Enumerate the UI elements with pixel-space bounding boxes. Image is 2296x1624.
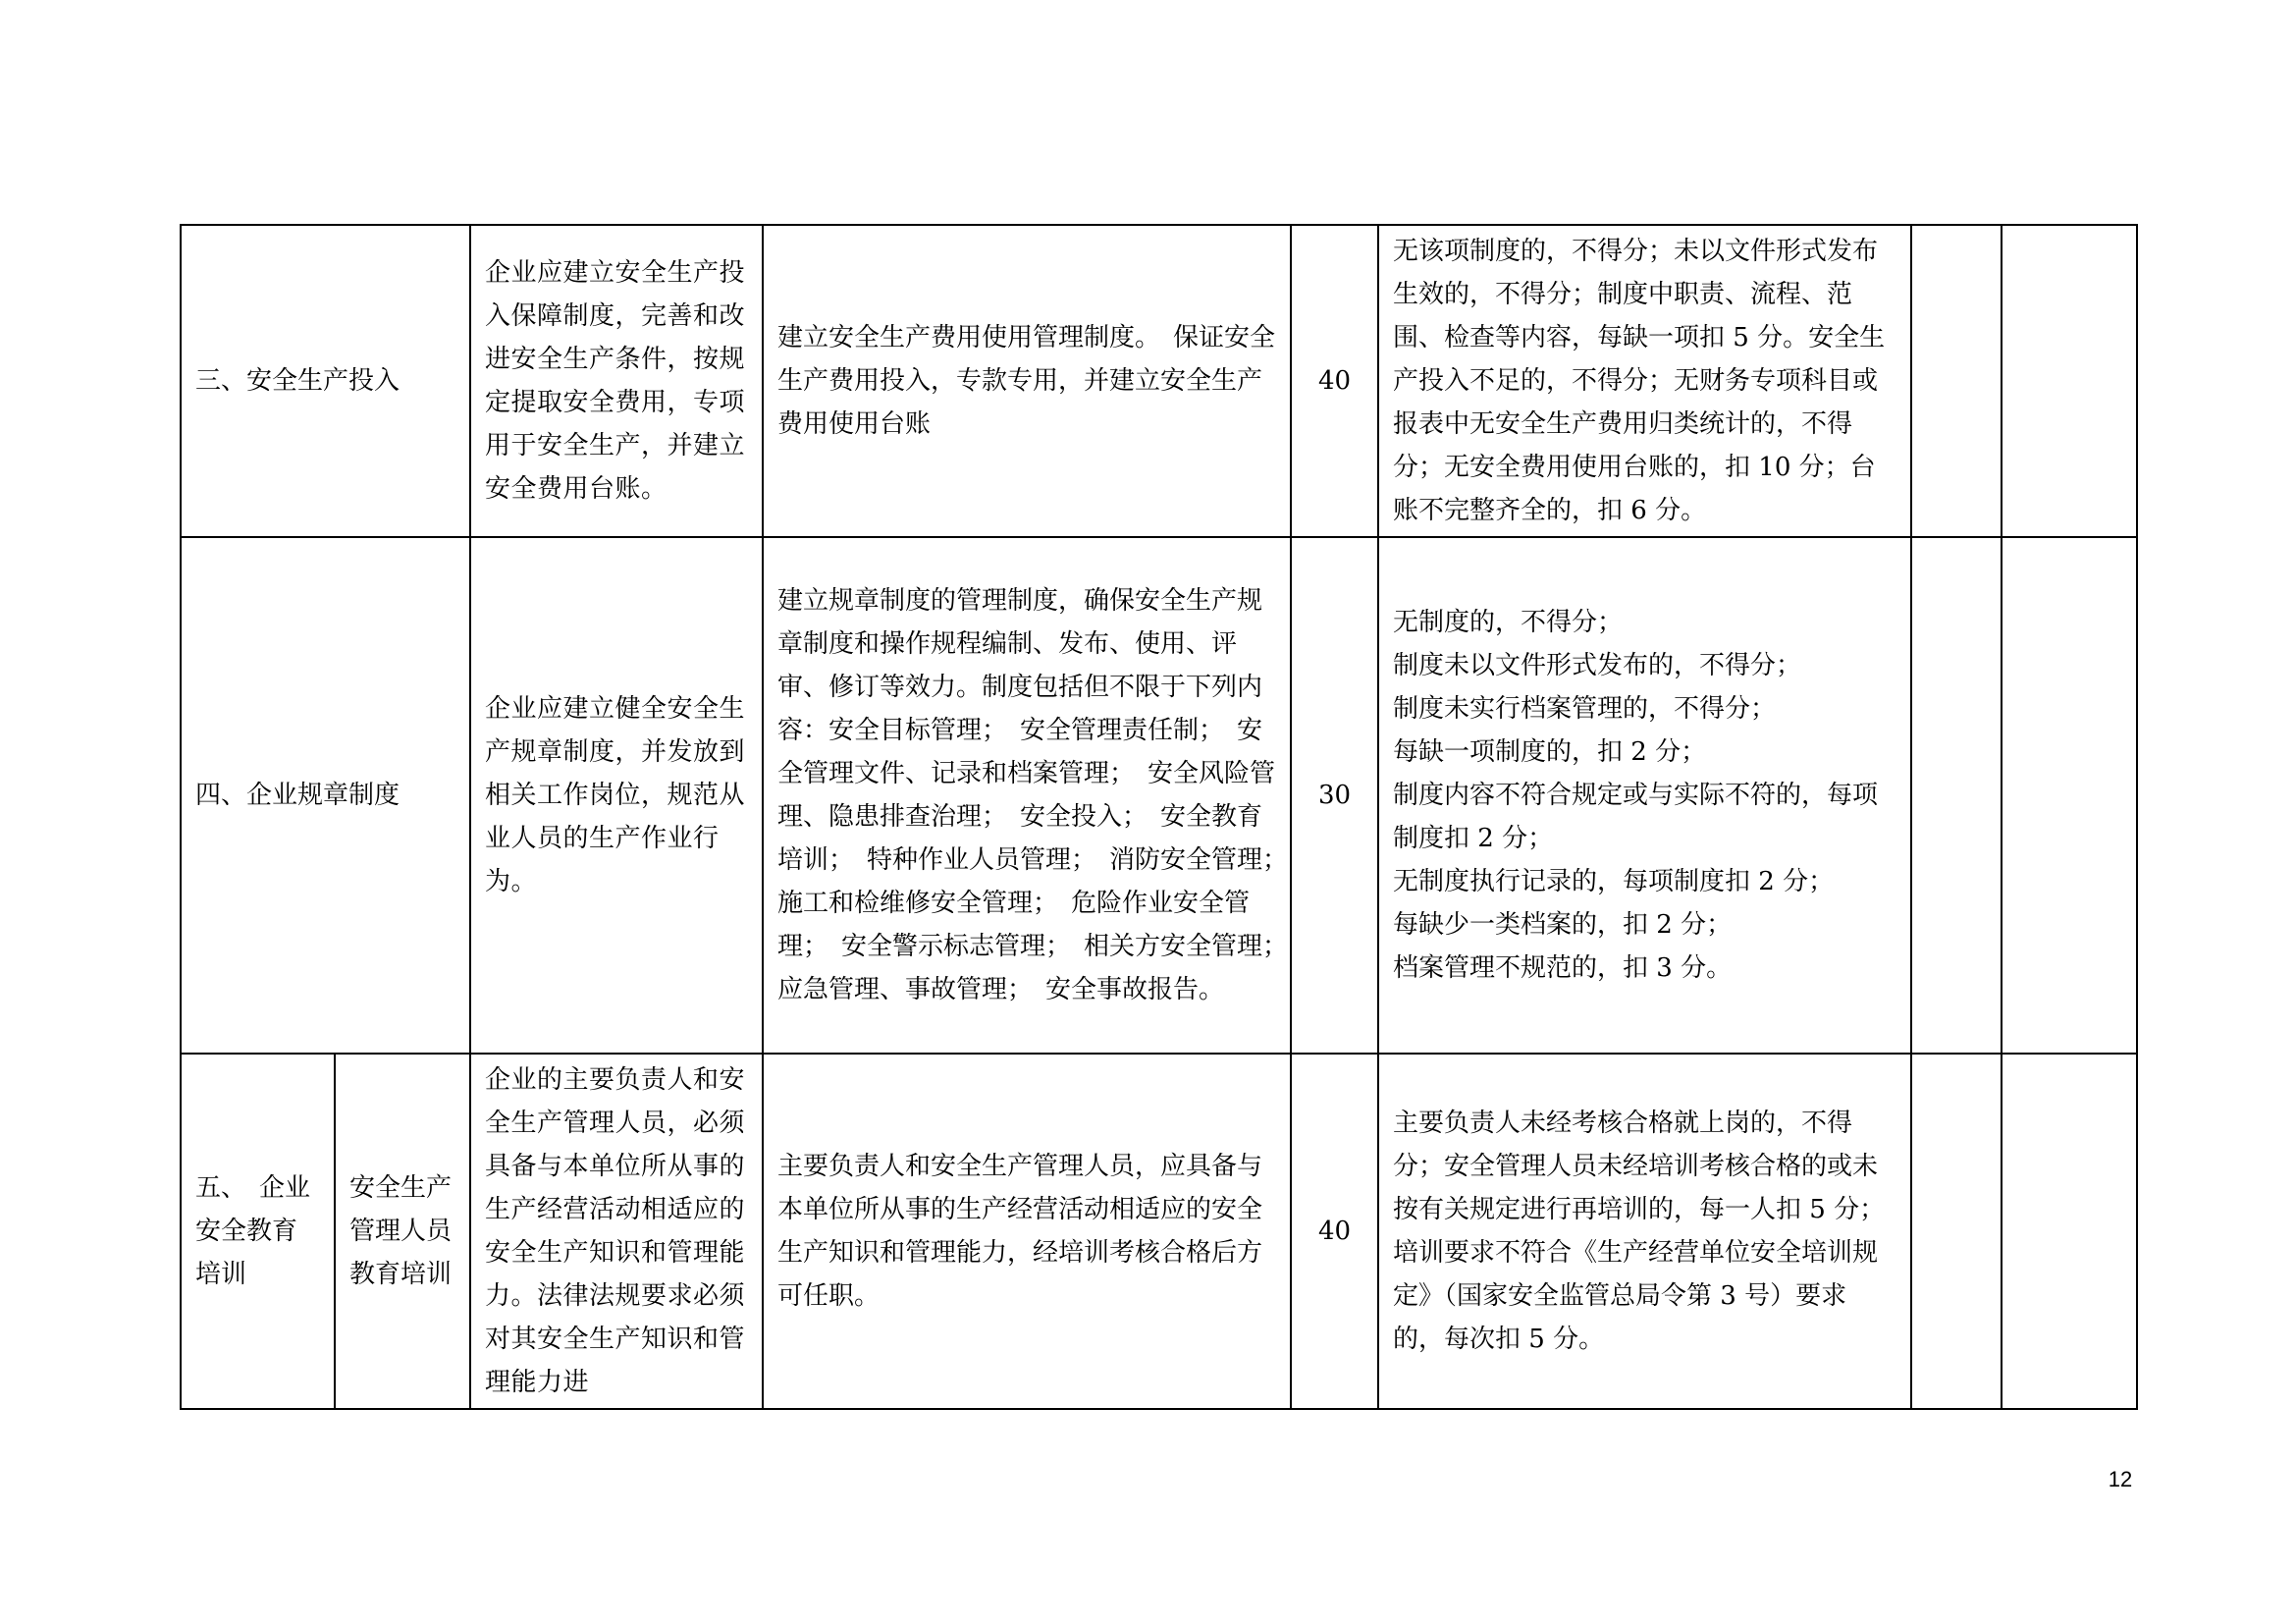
result-cell — [1911, 537, 2002, 1054]
remark-cell — [2002, 537, 2137, 1054]
category-cell: 三、安全生产投入 — [181, 225, 470, 537]
method-cell: 无该项制度的，不得分；未以文件形式发布生效的，不得分；制度中职责、流程、范围、检查等内容，每缺一项扣 5 分。安全生产投入不足的，不得分；无财务专项科目或报表中无安全生产费用归类统计的，不得分；无安全费用使用台账的，扣 10 分；台账不完整齐全的，扣 6 分。 — [1378, 225, 1911, 537]
content-cell: 建立安全生产费用使用管理制度。 保证安全生产费用投入，专款专用，并建立安全生产费用使用台账 — [763, 225, 1291, 537]
method-line: 制度内容不符合规定或与实际不符的，每项制度扣 2 分； — [1393, 781, 1879, 853]
page-number: 12 — [2108, 1467, 2133, 1491]
method-line: 档案管理不规范的，扣 3 分。 — [1393, 953, 1733, 983]
method-line: 每缺少一类档案的，扣 2 分； — [1393, 910, 1733, 940]
requirement-cell: 企业应建立健全安全生产规章制度，并发放到相关工作岗位，规范从业人员的生产作业行为。 — [470, 537, 763, 1054]
method-cell — [1378, 537, 1911, 1054]
category-cell: 四、企业规章制度 — [181, 537, 470, 1054]
method-cell: 主要负责人未经考核合格就上岗的，不得分；安全管理人员未经培训考核合格的或未按有关规定进行再培训的，每一人扣 5 分；培训要求不符合《生产经营单位安全培训规定》（国家安全监管总局令第 3 号）要求的，每次扣 5 分。 — [1378, 1054, 1911, 1409]
content-cell: 主要负责人和安全生产管理人员，应具备与本单位所从事的生产经营活动相适应的安全生产知识和管理能力，经培训考核合格后方可任职。 — [763, 1054, 1291, 1409]
table-row — [181, 225, 2137, 537]
category-cell: 五、 企业安全教育培训 — [181, 1054, 335, 1409]
method-line: 每缺一项制度的，扣 2 分； — [1393, 737, 1707, 767]
score-cell: 40 — [1291, 1054, 1378, 1409]
table-row — [181, 1054, 2137, 1409]
result-cell — [1911, 225, 2002, 537]
requirement-cell: 企业的主要负责人和安全生产管理人员，必须具备与本单位所从事的生产经营活动相适应的安全生产知识和管理能力。法律法规要求必须对其安全生产知识和管理能力进 — [470, 1054, 763, 1409]
safety-standard-table — [180, 224, 2138, 1410]
method-line: 制度未实行档案管理的，不得分； — [1393, 694, 1777, 724]
method-line: 无制度的，不得分； — [1393, 608, 1624, 637]
score-cell: 30 — [1291, 537, 1378, 1054]
method-line: 无制度执行记录的，每项制度扣 2 分； — [1393, 867, 1835, 896]
remark-cell — [2002, 225, 2137, 537]
table-row — [181, 537, 2137, 1054]
content-cell: 建立规章制度的管理制度，确保安全生产规章制度和操作规程编制、发布、使用、评审、修订等效力。制度包括但不限于下列内容：安全目标管理； 安全管理责任制； 安全管理文件、记录和档案管理； 安全风险管理、隐患排查治理； 安全投入； 安全教育培训； 特种作业人员管理； 消防安全管理； 施工和检维修安全管理； 危险作业安全管理； 安全警示标志管理； 相关方安全管理； 应急管理、事故管理； 安全事故报告。 — [763, 537, 1291, 1054]
subcategory-cell: 安全生产管理人员教育培训 — [335, 1054, 470, 1409]
result-cell — [1911, 1054, 2002, 1409]
requirement-cell: 企业应建立安全生产投入保障制度，完善和改进安全生产条件，按规定提取安全费用，专项用于安全生产，并建立安全费用台账。 — [470, 225, 763, 537]
method-line: 制度未以文件形式发布的，不得分； — [1393, 651, 1802, 680]
remark-cell — [2002, 1054, 2137, 1409]
score-cell: 40 — [1291, 225, 1378, 537]
